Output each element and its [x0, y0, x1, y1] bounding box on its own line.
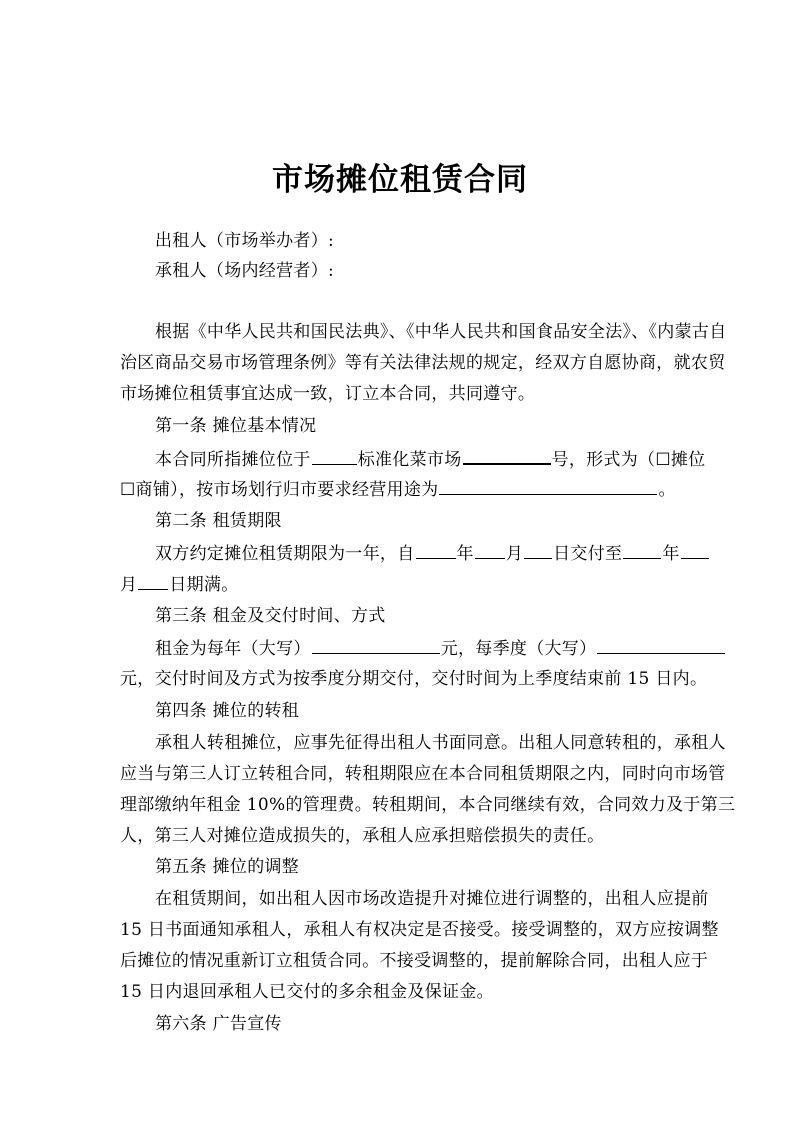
article-2-text: 月: [120, 575, 138, 595]
article-4-line-3: 理部缴纳年租金 10%的管理费。转租期间，本合同继续有效，合同效力及于第三: [120, 795, 736, 815]
article-4-line-4: 人，第三人对摊位造成损失的，承租人应承担赔偿损失的责任。: [120, 826, 605, 846]
article-1-text: 标准化菜市场: [357, 450, 462, 470]
blank-field: [312, 636, 440, 654]
lessee-label: 承租人（场内经营者）:: [155, 261, 335, 281]
article-1-heading: 第一条 摊位基本情况: [155, 416, 317, 436]
article-2-line-2: [120, 572, 239, 597]
blank-field: [681, 541, 709, 559]
article-1-line-1: [155, 446, 705, 472]
article-6-heading: 第六条 广告宣传: [155, 1014, 282, 1034]
article-3-heading: 第三条 租金及交付时间、方式: [155, 606, 386, 626]
article-5-line-3: 后摊位的情况重新订立租赁合同。不接受调整的，提前解除合同，出租人应于: [120, 951, 709, 971]
article-1-text: 号，形式为（: [551, 450, 656, 470]
blank-field: [312, 447, 357, 465]
article-3-text: 租金为每年（大写）: [155, 639, 311, 659]
article-3-line-2: 元，交付时间及方式为按季度分期交付，交付时间为上季度结束前 15 日内。: [120, 669, 708, 689]
preamble-line-2: 治区商品交易市场管理条例》等有关法律法规的规定，经双方自愿协商，就农贸: [120, 353, 726, 373]
article-2-text: 双方约定摊位租赁期限为一年，自: [155, 544, 415, 564]
article-2-text: 年: [662, 544, 680, 564]
preamble-line-1: 根据《中华人民共和国民法典》、《中华人民共和国食品安全法》、《内蒙古自: [155, 322, 727, 342]
article-5-heading: 第五条 摊位的调整: [155, 857, 300, 877]
article-2-text: 月: [505, 544, 524, 564]
article-5-line-2: 15 日书面通知承租人，承租人有权决定是否接受。接受调整的，双方应按调整: [120, 920, 719, 940]
checkbox-icon: ☐: [655, 450, 671, 470]
blank-field: [416, 541, 456, 559]
blank-field: [439, 477, 657, 495]
article-4-line-1: 承租人转租摊位，应事先征得出租人书面同意。出租人同意转租的，承租人: [155, 733, 726, 753]
article-4-line-2: 应当与第三人订立转租合同，转租期限应在本合同租赁期限之内，同时向市场管: [120, 764, 726, 784]
article-5-line-4: 15 日内退回承租人已交付的多余租金及保证金。: [120, 982, 494, 1002]
lessor-label: 出租人（市场举办者）:: [155, 231, 335, 251]
preamble-line-3: 市场摊位租赁事宜达成一致，订立本合同，共同遵守。: [120, 384, 536, 404]
blank-field: [463, 446, 551, 465]
checkbox-icon: ☐: [120, 480, 136, 500]
blank-field: [597, 636, 725, 654]
article-1-text: 商铺），按市场划行归市要求经营用途为: [135, 480, 439, 500]
document-title: 市场摊位租赁合同: [272, 162, 528, 198]
article-2-line-1: [155, 541, 710, 566]
article-1-line-2: [120, 477, 676, 502]
blank-field: [138, 572, 168, 590]
article-2-heading: 第二条 租赁期限: [155, 511, 282, 531]
article-2-text: 年: [456, 544, 474, 564]
blank-field: [475, 541, 505, 559]
blank-field: [623, 541, 661, 559]
article-5-line-1: 在租赁期间，如出租人因市场改造提升对摊位进行调整的，出租人应提前: [155, 889, 709, 909]
article-3-text: 元，每季度（大写）: [440, 639, 597, 659]
article-1-text: 。: [658, 480, 676, 500]
blank-field: [524, 541, 552, 559]
article-3-line-1: [155, 636, 726, 661]
article-4-heading: 第四条 摊位的转租: [155, 701, 300, 721]
article-1-text: 摊位: [670, 450, 706, 470]
article-1-text: 本合同所指摊位位于: [155, 450, 311, 470]
article-2-text: 日期满。: [169, 575, 239, 595]
article-2-text: 日交付至: [553, 544, 623, 564]
